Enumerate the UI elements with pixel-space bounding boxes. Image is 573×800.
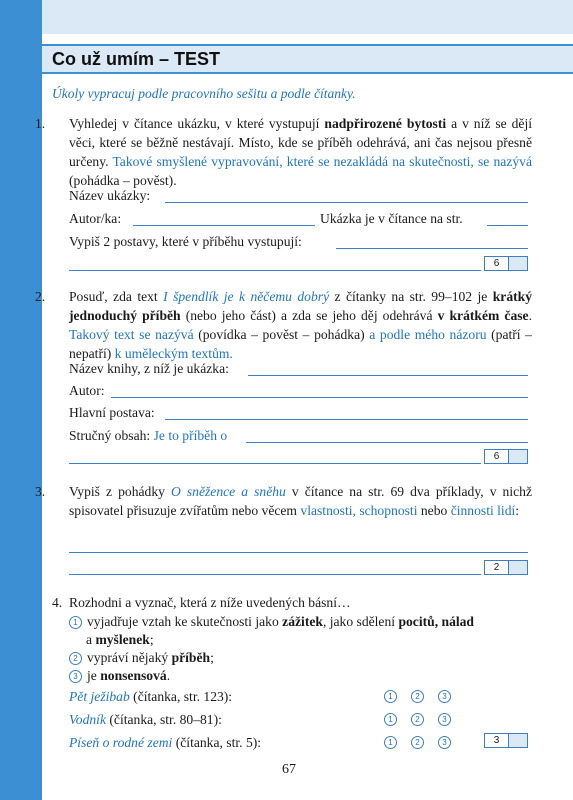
score-box-q1[interactable]	[484, 256, 528, 271]
page-number: 67	[282, 762, 296, 777]
answer-line-author[interactable]	[111, 397, 528, 398]
page-title: Co už umím – TEST	[52, 49, 221, 69]
choice-1-icon[interactable]: 1	[384, 690, 397, 703]
field-label-book: Název knihy, z níž je ukázka:	[69, 361, 229, 376]
choice-2-icon[interactable]: 2	[411, 713, 424, 726]
option-3: 3 je nonsensová.	[69, 666, 170, 685]
top-band	[42, 0, 573, 34]
score-max: 2	[485, 561, 509, 574]
answer-line-example-2[interactable]	[69, 574, 481, 575]
question-1-text: 1. Vyhledej v čítance ukázku, v které vystupují nadpřirozené bytosti a v níž se dějí věci, které se běžně nestávají. Místo, kde se příběh odehrává, ani čas nejsou přesně určeny. Takové smyšlené vypravování, které se nezakládá na skutečnosti, se nazývá (pohádka – pověst).	[35, 116, 532, 188]
answer-line-characters-1[interactable]	[336, 248, 528, 249]
choice-2-icon[interactable]: 2	[411, 690, 424, 703]
poem-row: Vodník (čítanka, str. 80–81): 1 2 3	[69, 710, 489, 729]
score-max: 6	[485, 257, 509, 270]
option-1-cont: a myšlenek;	[86, 632, 154, 647]
answer-line-example-1[interactable]	[69, 552, 528, 553]
poem-choices	[384, 690, 456, 703]
choice-2-icon[interactable]: 2	[411, 736, 424, 749]
score-max: 3	[485, 734, 509, 747]
poem-choices	[384, 713, 456, 726]
field-label-author: Autor/ka:	[69, 211, 122, 226]
option-1: 1 vyjadřuje vztah ke skutečnosti jako zážitek, jako sdělení pocitů, nálad	[69, 612, 474, 631]
score-box-q4[interactable]	[484, 733, 528, 748]
question-2-text: 2. Posuď, zda text I špendlík je k něčemu dobrý z čítanky na str. 99–102 je krátký jednoduchý příběh (nebo jeho část) a zda se jeho děj odehrává v krátkém čase. Takový text se nazývá (povídka – pověst – pohádka) a podle mého názoru (patří – nepatří) k uměleckým textům.	[35, 289, 533, 361]
score-max: 6	[485, 450, 509, 463]
answer-line-main-character[interactable]	[165, 419, 528, 420]
score-entry[interactable]	[509, 561, 527, 574]
circled-number-1-icon: 1	[69, 616, 82, 629]
question-number: 4.	[52, 595, 63, 610]
score-box-q3[interactable]	[484, 560, 528, 575]
field-label-characters: Vypiš 2 postavy, které v příběhu vystupují:	[69, 234, 302, 249]
answer-line-author[interactable]	[133, 225, 315, 226]
question-number: 1.	[35, 116, 46, 131]
circled-number-2-icon: 2	[69, 652, 82, 665]
question-4-intro: 4. Rozhodni a vyznač, která z níže uvedených básní…	[52, 595, 351, 610]
option-2: 2 vypráví nějaký příběh;	[69, 648, 214, 667]
poem-row: Pět ježibab (čítanka, str. 123): 1 2 3	[69, 687, 489, 706]
answer-line-book[interactable]	[248, 375, 528, 376]
choice-1-icon[interactable]: 1	[384, 713, 397, 726]
circled-number-3-icon: 3	[69, 670, 82, 683]
poem-choices	[384, 736, 456, 749]
score-box-q2[interactable]	[484, 449, 528, 464]
choice-3-icon[interactable]: 3	[438, 690, 451, 703]
answer-line-characters-2[interactable]	[69, 270, 481, 271]
field-label-title: Název ukázky:	[69, 188, 151, 203]
question-number: 3.	[35, 484, 46, 499]
score-entry[interactable]	[509, 450, 527, 463]
instructions: Úkoly vypracuj podle pracovního sešitu a podle čítanky.	[52, 86, 356, 101]
field-label-main-character: Hlavní postava:	[69, 405, 155, 420]
answer-line-title[interactable]	[165, 202, 528, 203]
question-3-text: 3. Vypiš z pohádky O sněžence a sněhu v čítance na str. 69 dva příklady, v nichž spisovatel přisuzuje zvířatům nebo věcem vlastnosti, schopnosti nebo činnosti lidí:	[35, 484, 532, 518]
choice-1-icon[interactable]: 1	[384, 736, 397, 749]
score-entry[interactable]	[509, 734, 527, 747]
field-label-author: Autor:	[69, 383, 105, 398]
field-label-page: Ukázka je v čítance na str.	[320, 211, 463, 226]
score-entry[interactable]	[509, 257, 527, 270]
answer-line-summary-1[interactable]	[246, 442, 528, 443]
answer-line-summary-2[interactable]	[69, 463, 481, 464]
answer-line-page[interactable]	[487, 225, 528, 226]
field-label-summary: Stručný obsah: Je to příběh o	[69, 428, 228, 443]
poem-row: Píseň o rodné zemi (čítanka, str. 5): 1 2 3	[69, 733, 489, 752]
choice-3-icon[interactable]: 3	[438, 713, 451, 726]
question-number: 2.	[35, 289, 46, 304]
choice-3-icon[interactable]: 3	[438, 736, 451, 749]
section-header	[42, 44, 573, 74]
